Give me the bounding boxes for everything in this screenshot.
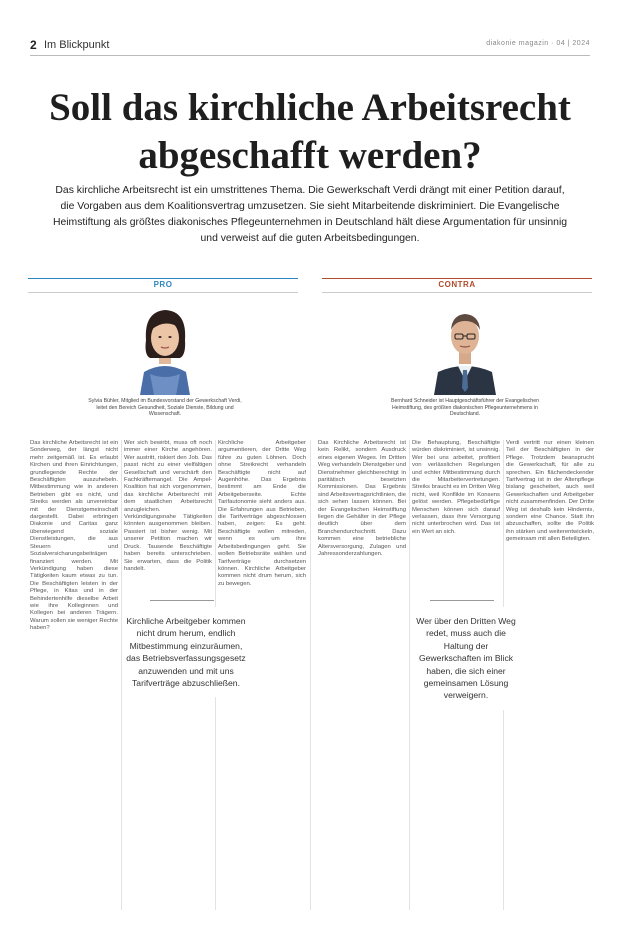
pro-column-1: Das kirchliche Arbeitsrecht ist ein Sonderweg, der längst nicht mehr zeitgemäß ist. Es erlaubt Kirchen und ihren Einrichtungen, grundlegende Rechte der Beschäftigten auszuhebeln. Mitbestimmung wie in anderen Betrieben gibt es nicht, und Streiks werden als unvereinbar mit der Dienstgemeinschaft dargestellt. Dabei erbringen Diakonie und Caritas ganz überwiegend soziale Dienstleistungen, die aus Steuern und Sozialversicharungsbeiträgen finanziert werden. Mit Verkündigung haben diese Tätigkeiten kaum etwas zu tun. Die Beschäftigten leisten in der Pflege, in Kitas und in der Behindertenhilfe dieselbe Arbeit wie ihre Kolleginnen und Kollegen bei anderen Trägern. Warum sollen sie weniger Rechte haben? [30,440,118,632]
headline: Soll das kirchliche Arbeitsrecht abgeschafft werden? [49,86,571,177]
contra-quote-rule [430,600,494,601]
contra-label [322,278,592,292]
contra-column-3: Verdi vertritt nur einen kleinen Teil der Beschäftigten in der Pflege. Trotzdem beansprucht die Gewerkschaft, für alle zu sprechen. Ein flächendeckender Tarifvertrag ist in der Altenpflege bislang gescheitert, auch weil Gewerkschaften und Arbeitgeber nicht zusammenfinden. Der Dritte Weg ist deshalb kein Hindernis, sondern eine Chance. Statt ihn abzuschaffen, sollte die Politik ihn stärken und weiterentwickeln, gemeinsam mit allen Beteiligten. [506,440,594,543]
page-number: 2 [30,38,37,52]
header-divider [30,55,590,56]
pro-label [28,278,298,292]
pro-portrait-caption: Sylvia Bühler, Mitglied im Bundesvorstand der Gewerkschaft Verdi, leitet den Bereich Gesundheit, Soziale Dienste, Bildung und Wissenschaft. [88,398,242,418]
contra-pull-quote: Wer über den Dritten Weg redet, muss auch die Haltung der Gewerkschaften im Blick haben, die sich einer gemeinsamen Lösung verweigern. [412,607,520,710]
pro-quote-rule [150,600,214,601]
contra-portrait [410,300,520,395]
pro-label-text: PRO [153,280,173,289]
center-divider [310,440,311,910]
contra-column-2: Die Behauptung, Beschäftigte würden diskriminiert, ist unsinnig. Wer bei uns arbeitet, profitiert von verlässlichen Regelungen und echter Mitbestimmung durch die Mitarbeitervertretungen. Streiks braucht es im Dritten Weg nicht, weil Konflikte im Konsens gelöst werden. Pflegebedürftige Menschen können sich darauf verlassen, dass ihre Versorgung nicht unterbrochen wird. Das ist ein Wert an sich. [412,440,500,535]
pro-portrait [110,300,220,395]
pro-pull-quote: Kirchliche Arbeitgeber kommen nicht drum herum, endlich Mitbestimmung einzuräumen, das Betriebsverfassungsgesetz anzuwenden und mit uns Tarifverträge abzuschließen. [122,607,250,697]
section-title: Im Blickpunkt [44,39,110,51]
page-header [30,38,590,54]
lead-paragraph: Das kirchliche Arbeitsrecht ist ein umstrittenes Thema. Die Gewerkschaft Verdi drängt mit einer Petition darauf, die Vorgaben aus dem Koalitionsvertrag umzusetzen. Sie sieht Mitarbeitende diskriminiert. Die Evangelische Heimstiftung als größtes diakonisches Pflegeunternehmen in Deutschland hält diese Argumentation für unsinnig und verweist auf die guten Arbeitsbedingungen. [52,185,568,244]
pro-column-3: Kirchliche Arbeitgeber argumentieren, der Dritte Weg führe zu guten Löhnen. Doch ohne Streikrecht verhandeln Beschäftigte nicht auf Augenhöhe. Das Ergebnis bestimmt am Ende die Arbeitgeberseite. Echte Tarifautonomie sieht anders aus. Die Erfahrungen aus Betrieben, die Tarifverträge abgeschlossen haben, zeigen: Es geht. Beschäftigte wollen mitreden, wenn es um ihre Arbeitsbedingungen geht. Sie wollen Betriebsräte wählen und Tarifverträge durchsetzen können. Kirchliche Arbeitgeber kommen nicht drum herum, sich zu bewegen. [218,440,306,587]
contra-label-text: CONTRA [438,280,476,289]
pro-label-underline [28,292,298,293]
contra-column-1: Das Kirchliche Arbeitsrecht ist kein Relikt, sondern Ausdruck eines eigenen Weges. Im Dritten Weg verhandeln Dienstgeber und Dienstnehmer gleichberechtigt in paritätisch besetzten Kommissionen. Das Ergebnis sind Arbeitsvertragsrichtlinien, die sich sehen lassen können. Bei der Evangelischen Heimstiftung liegen die Gehälter in der Pflege deutlich über dem Branchendurchschnitt. Dazu kommen eine betriebliche Altersversorgung, Zulagen und Jahressonderzahlungen. [318,440,406,558]
column-divider [409,440,410,910]
publication-info: diakonie magazin · 04 | 2024 [486,40,590,47]
contra-label-underline [322,292,592,293]
pro-column-2: Wer sich bewirbt, muss oft noch immer einer Kirche angehören. Wer austritt, riskiert den Job. Das passt nicht zu einer vielfältigen Gesellschaft und verschärft den Fachkräftemangel. Die Ampel-Koalition hat sich vorgenommen, das kirchliche Arbeitsrecht mit dem staatlichen Arbeitsrecht anzugleichen. Verkündigungsnahe Tätigkeiten könnten ausgenommen bleiben. Passiert ist bisher wenig. Mit unserer Petition machen wir Druck. Tausende Beschäftigte haben bereits unterschrieben. Sie erwarten, dass die Politik handelt. [124,440,212,572]
contra-portrait-caption: Bernhard Schneider ist Hauptgeschäftsführer der Evangelischen Heimstiftung, des größten diakonischen Pflegeunternehmens in Deutschland. [391,398,539,418]
contra-accent-bar [322,278,592,279]
pro-accent-bar [28,278,298,279]
